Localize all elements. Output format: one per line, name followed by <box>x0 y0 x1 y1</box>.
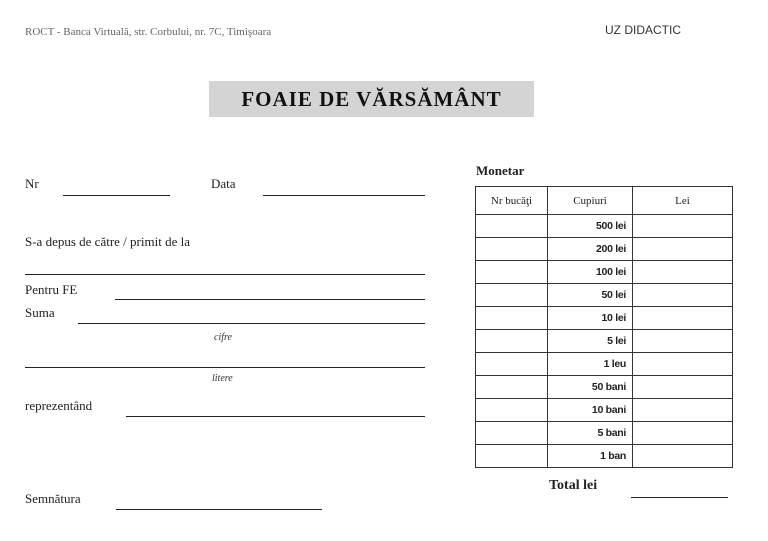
semnatura-field[interactable] <box>116 509 322 510</box>
table-row <box>476 376 733 399</box>
pentru-field[interactable] <box>115 299 425 300</box>
depus-label: S-a depus de către / primit de la <box>25 234 190 249</box>
institution-header: ROCT - Banca Virtuală, str. Corbului, nr. 7C, Timişoara <box>25 26 272 38</box>
table-row <box>476 215 733 238</box>
table-row <box>476 445 733 468</box>
data-field[interactable] <box>263 195 425 196</box>
column-header-lei: Lei <box>633 187 733 215</box>
denomination-cell: 10 bani <box>548 399 633 422</box>
table-row <box>476 422 733 445</box>
semnatura-label: Semnătura <box>25 491 81 506</box>
denomination-cell: 500 lei <box>548 215 633 238</box>
lei-cell[interactable] <box>633 238 733 261</box>
column-header-count: Nr bucăţi <box>476 187 548 215</box>
usage-label: UZ DIDACTIC <box>605 23 681 37</box>
count-cell[interactable] <box>476 330 548 353</box>
reprezentand-label: reprezentând <box>25 398 93 413</box>
lei-cell[interactable] <box>633 261 733 284</box>
denomination-cell: 100 lei <box>548 261 633 284</box>
denomination-cell: 5 lei <box>548 330 633 353</box>
lei-cell[interactable] <box>633 215 733 238</box>
count-cell[interactable] <box>476 399 548 422</box>
table-row <box>476 307 733 330</box>
count-cell[interactable] <box>476 261 548 284</box>
total-field[interactable] <box>631 497 728 498</box>
lei-cell[interactable] <box>633 422 733 445</box>
count-cell[interactable] <box>476 353 548 376</box>
count-cell[interactable] <box>476 422 548 445</box>
lei-cell[interactable] <box>633 307 733 330</box>
denomination-cell: 5 bani <box>548 422 633 445</box>
count-cell[interactable] <box>476 376 548 399</box>
column-header-denomination: Cupiuri <box>548 187 633 215</box>
count-cell[interactable] <box>476 215 548 238</box>
nr-field[interactable] <box>63 195 170 196</box>
suma-label: Suma <box>25 305 55 320</box>
cifre-hint: cifre <box>214 332 232 343</box>
count-cell[interactable] <box>476 284 548 307</box>
pentru-label: Pentru FE <box>25 282 78 297</box>
nr-label: Nr <box>25 176 39 191</box>
denomination-cell: 50 bani <box>548 376 633 399</box>
denomination-cell: 50 lei <box>548 284 633 307</box>
count-cell[interactable] <box>476 238 548 261</box>
lei-cell[interactable] <box>633 330 733 353</box>
denomination-cell: 1 ban <box>548 445 633 468</box>
lei-cell[interactable] <box>633 284 733 307</box>
table-row <box>476 330 733 353</box>
count-cell[interactable] <box>476 307 548 330</box>
monetar-table <box>475 186 733 468</box>
table-row <box>476 353 733 376</box>
table-row <box>476 238 733 261</box>
table-row <box>476 399 733 422</box>
suma-cifre-field[interactable] <box>78 323 425 324</box>
title-box <box>209 81 534 117</box>
lei-cell[interactable] <box>633 376 733 399</box>
reprezentand-field[interactable] <box>126 416 425 417</box>
table-row <box>476 261 733 284</box>
suma-litere-field[interactable] <box>25 367 425 368</box>
lei-cell[interactable] <box>633 353 733 376</box>
table-header-row <box>476 187 733 215</box>
denomination-cell: 10 lei <box>548 307 633 330</box>
monetar-title: Monetar <box>476 163 525 178</box>
count-cell[interactable] <box>476 445 548 468</box>
table-row <box>476 284 733 307</box>
page-title: FOAIE DE VĂRSĂMÂNT <box>241 86 502 111</box>
lei-cell[interactable] <box>633 399 733 422</box>
total-label: Total lei <box>549 478 598 493</box>
litere-hint: litere <box>212 373 233 384</box>
lei-cell[interactable] <box>633 445 733 468</box>
denomination-cell: 1 leu <box>548 353 633 376</box>
depus-field[interactable] <box>25 274 425 275</box>
denomination-cell: 200 lei <box>548 238 633 261</box>
data-label: Data <box>211 176 236 191</box>
